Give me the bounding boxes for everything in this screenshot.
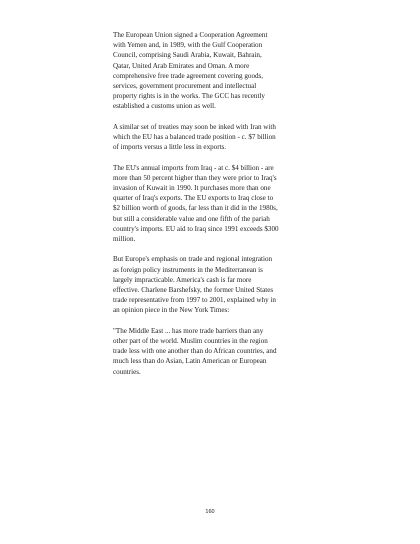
paragraph-mediterranean-policy: But Europe's emphasis on trade and regional integration as foreign policy instruments in the Mediterranean is largely impracticable. America's cash is far more effective. Charlene Barshefsky, the former United States trade representative from 1997 to 2001, explained why in an opinion piece in the New York Times: (113, 255, 276, 315)
paragraph-eu-yemen-gcc: The European Union signed a Cooperation Agreement with Yemen and, in 1989, with the Gulf Cooperation Council, comprising Saudi Arabia, Kuwait, Bahrain, Qatar, United Arab Emirates and Oman. A more comprehensive free trade agreement covering goods, services, government procurement and intellectual property rights is in the works. The GCC has recently established a customs union as well. (113, 31, 268, 111)
paragraph-iran-treaties: A similar set of treaties may soon be inked with Iran with which the EU has a balanced trade position - c. $7 billion of imports versus a little less in exports. (113, 122, 276, 152)
page-number: 160 (205, 509, 215, 515)
body-text (113, 30, 313, 387)
paragraph-iraq-trade: The EU's annual imports from Iraq - at c. $4 billion - are more than 50 percent higher than they were prior to Iraq's invasion of Kuwait in 1990. It purchases more than one quarter of Iraq's exports. The EU exports to Iraq close to $2 billion worth of goods, far less than it did in the 1980s, but still a considerable value and one fifth of the pariah country's imports. EU aid to Iraq since 1991 exceeds $300 million. (113, 163, 279, 244)
paragraph-quotation: "The Middle East ... has more trade barriers than any other part of the world. Muslim countries in the region trade less with one another than do African countries, and much less than do Asian, Latin American or European countries. (113, 326, 277, 376)
